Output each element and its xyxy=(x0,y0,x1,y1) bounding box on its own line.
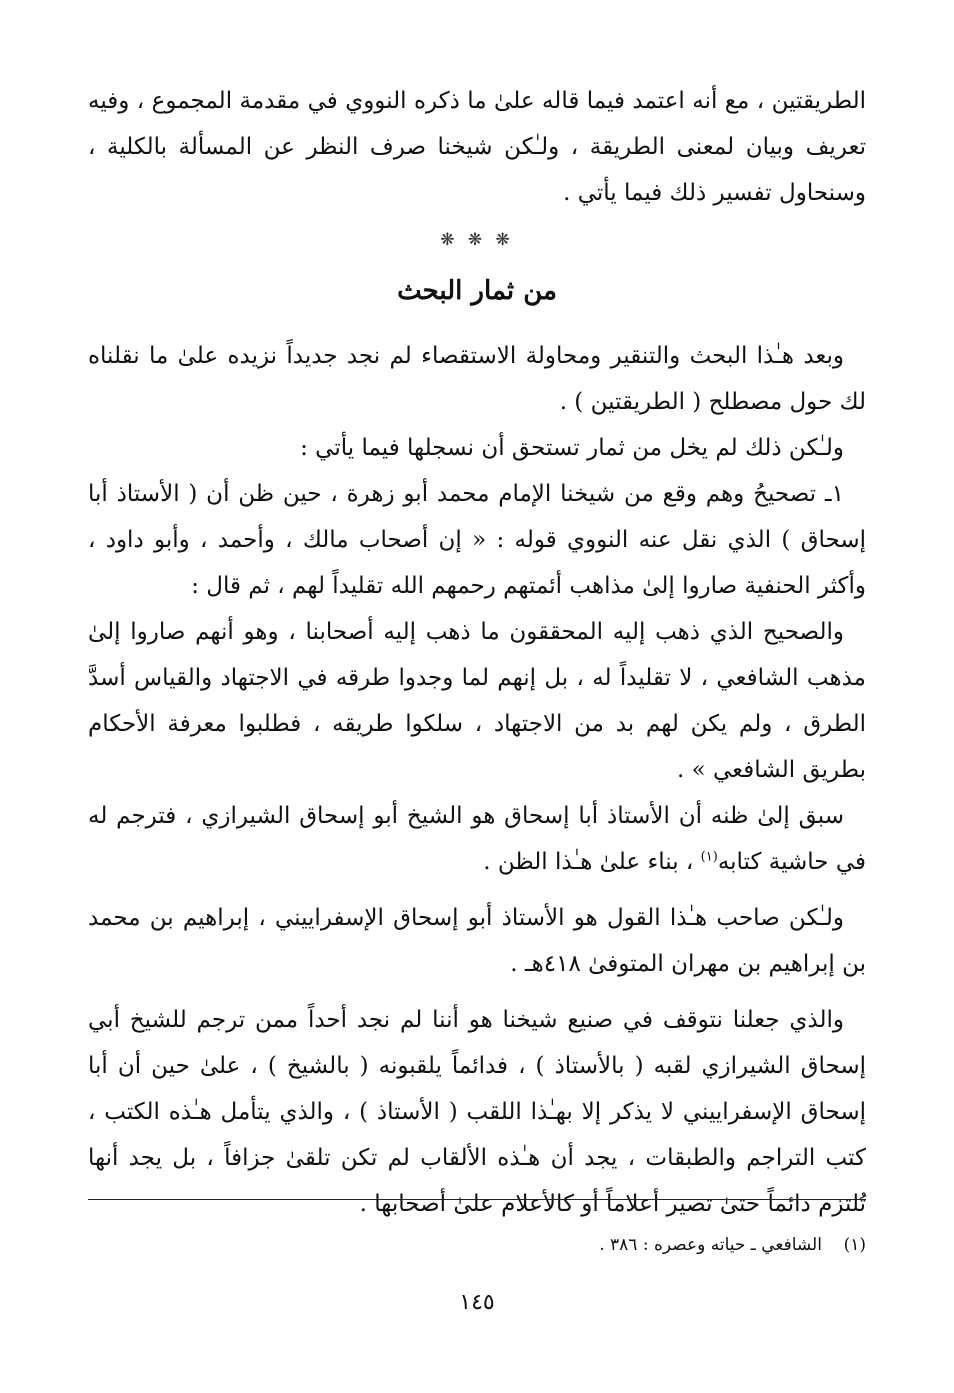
footnote-reference-marker: (١) xyxy=(700,849,718,865)
paragraph-7: والذي جعلنا نتوقف في صنيع شيخنا هو أننا لم نجد أحداً ممن ترجم للشيخ أبي إسحاق الشيرازي لقبه ( بالأستاذ ) ، فدائماً يلقبونه ( بالشيخ ) ، علىٰ حين أن أبا إسحاق الإسفراييني لا يذكر إلا بهـٰذا اللقب ( الأستاذ ) ، والذي يتأمل هـٰذه الكتب ، كتب التراجم والطبقات ، يجد أن هـٰذه الألقاب لم تكن تلقىٰ جزافاً ، بل يجد أنها تُلتزم دائماً حتىٰ تصير أعلاماً أو كالأعلام علىٰ أصحابها . xyxy=(88,1007,866,1217)
paragraph-5 xyxy=(88,793,866,885)
section-separator-asterisks: ❋ ❋ ❋ xyxy=(440,230,514,250)
footnote-text: الشافعي ـ حياته وعصره : ٣٨٦ . xyxy=(599,1235,822,1255)
intro-paragraph-block xyxy=(88,78,866,216)
paragraph-1: وبعد هـٰذا البحث والتنقير ومحاولة الاستقصاء لم نجد جديداً نزيده علىٰ ما نقلناه لك حول مصطلح ( الطريقتين ) . xyxy=(88,343,866,415)
section-body xyxy=(88,333,866,1227)
paragraph-5-text-end: ، بناء علىٰ هـٰذا الظن . xyxy=(483,849,701,875)
paragraph-6: ولـٰكن صاحب هـٰذا القول هو الأستاذ أبو إسحاق الإسفراييني ، إبراهيم بن محمد بن إبراهيم بن مهران المتوفىٰ ٤١٨هـ . xyxy=(88,905,866,977)
paragraph-4-quote: والصحيح الذي ذهب إليه المحققون ما ذهب إليه أصحابنا ، وهو أنهم صاروا إلىٰ مذهب الشافعي ، لا تقليداً له ، بل إنهم لما وجدوا طرقه في الاجتهاد والقياس أسدَّ الطرق ، ولم يكن لهم بد من الاجتهاد ، سلكوا طريقه ، فطلبوا معرفة الأحكام بطريق الشافعي » . xyxy=(88,619,866,783)
footnote-number: (١) xyxy=(843,1235,866,1255)
paragraph-3: ١ـ تصحيحُ وهم وقع من شيخنا الإمام محمد أبو زهرة ، حين ظن أن ( الأستاذ أبا إسحاق ) الذي نقل عنه النووي قوله : « إن أصحاب مالك ، وأحمد ، وأبو داود ، وأكثر الحنفية صاروا إلىٰ مذاهب أئمتهم رحمهم الله تقليداً لهم ، ثم قال : xyxy=(88,481,866,599)
paragraph-5-text: سبق إلىٰ ظنه أن الأستاذ أبا إسحاق هو الشيخ أبو إسحاق الشيرازي ، فترجم له في حاشية كتابه xyxy=(88,803,866,875)
page-number: ١٤٥ xyxy=(459,1290,495,1315)
paragraph-2: ولـٰكن ذلك لم يخل من ثمار تستحق أن نسجلها فيما يأتي : xyxy=(300,435,844,461)
footnote xyxy=(88,1232,866,1258)
section-heading: من ثمار البحث xyxy=(397,276,557,306)
footnote-divider xyxy=(88,1199,866,1200)
intro-paragraph: الطريقتين ، مع أنه اعتمد فيما قاله علىٰ ما ذكره النووي في مقدمة المجموع ، وفيه تعريف وبيان لمعنى الطريقة ، ولـٰكن شيخنا صرف النظر عن المسألة بالكلية ، وسنحاول تفسير ذلك فيما يأتي . xyxy=(88,88,866,206)
